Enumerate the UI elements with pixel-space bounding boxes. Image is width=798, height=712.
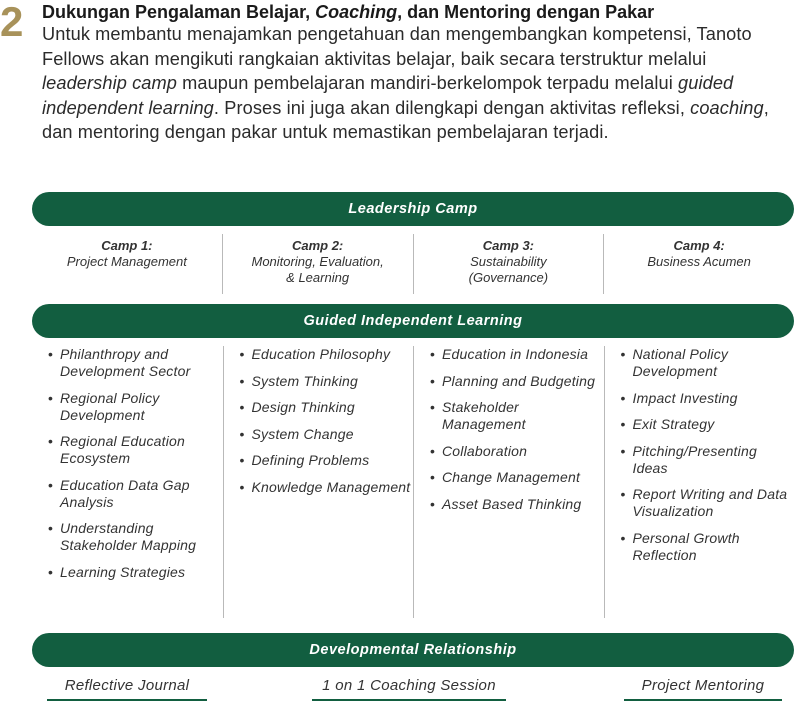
camp-subject-line2: (Governance) bbox=[468, 270, 549, 285]
list-item: • System Change bbox=[240, 426, 414, 443]
paragraph-text-2: maupun pembelajaran mandiri-berkelompok terpadu melalui bbox=[176, 73, 679, 93]
guided-learning-bar: Guided Independent Learning bbox=[32, 304, 794, 338]
camp-subject: Business Acumen bbox=[647, 254, 751, 269]
camp-subject: Project Management bbox=[66, 254, 187, 269]
camp-3 bbox=[413, 234, 604, 294]
paragraph-text-3: . Proses ini juga akan dilengkapi dengan aktivitas refleksi, bbox=[213, 97, 691, 118]
project-mentoring: Project Mentoring bbox=[624, 673, 782, 701]
list-item: • System Thinking bbox=[240, 373, 414, 390]
reflective-journal: Reflective Journal bbox=[47, 673, 207, 701]
paragraph-text-4: , dan mentoring dengan pakar untuk memastikan pembelajaran terjadi. bbox=[42, 97, 769, 142]
camp-subject: Sustainability bbox=[470, 254, 547, 269]
learning-column-4 bbox=[604, 346, 795, 618]
camp-title: Camp 3: bbox=[482, 238, 535, 253]
list-item: • Exit Strategy bbox=[621, 416, 795, 433]
list-item: • Pitching/Presenting Ideas bbox=[621, 443, 795, 477]
list-item: • Personal Growth Reflection bbox=[621, 530, 795, 564]
developmental-items bbox=[32, 673, 794, 707]
list-item: • Regional Policy Development bbox=[48, 390, 223, 424]
camp-1 bbox=[32, 234, 222, 294]
paragraph-emphasis-1: leadership camp bbox=[42, 73, 177, 93]
learning-column-3 bbox=[413, 346, 604, 618]
heading-text-1: Dukungan Pengalaman Belajar, bbox=[42, 2, 316, 22]
list-item: • Change Management bbox=[430, 469, 604, 486]
developmental-relationship-bar: Developmental Relationship bbox=[32, 633, 794, 667]
camp-subject-line2: & Learning bbox=[286, 270, 350, 285]
paragraph-emphasis-3: coaching bbox=[690, 97, 764, 118]
list-item: • Knowledge Management bbox=[240, 479, 414, 496]
heading-emphasis: Coaching bbox=[315, 2, 398, 22]
section-heading bbox=[42, 2, 794, 22]
list-item: • Impact Investing bbox=[621, 390, 795, 407]
list-item: • Collaboration bbox=[430, 443, 604, 460]
list-item: • National Policy Development bbox=[621, 346, 795, 380]
section-number: 2 bbox=[0, 0, 24, 45]
list-item: • Stakeholder Management bbox=[430, 399, 604, 433]
list-item: • Regional Education Ecosystem bbox=[48, 433, 223, 467]
intro-paragraph bbox=[42, 22, 794, 145]
list-item: • Learning Strategies bbox=[48, 564, 223, 581]
list-item: • Design Thinking bbox=[240, 399, 414, 416]
heading-text-2: , dan Mentoring dengan Pakar bbox=[397, 2, 655, 22]
list-item: • Asset Based Thinking bbox=[430, 496, 604, 513]
paragraph-text-1: Untuk membantu menajamkan pengetahuan dan mengembangkan kompetensi, Tanoto Fellows akan mengikuti rangkaian aktivitas belajar, baik secara terstruktur melalui bbox=[42, 24, 752, 69]
intro-block bbox=[42, 2, 794, 145]
leadership-camp-bar: Leadership Camp bbox=[32, 192, 794, 226]
guided-learning-grid bbox=[32, 346, 794, 618]
list-item: • Defining Problems bbox=[240, 452, 414, 469]
learning-column-1 bbox=[32, 346, 223, 618]
paragraph-emphasis-2: guided independent learning bbox=[42, 73, 734, 118]
learning-column-2 bbox=[223, 346, 414, 618]
list-item: • Philanthropy and Development Sector bbox=[48, 346, 223, 380]
camp-title: Camp 4: bbox=[673, 238, 725, 253]
camp-4 bbox=[603, 234, 794, 294]
list-item: • Report Writing and Data Visualization bbox=[621, 486, 795, 520]
camp-2 bbox=[222, 234, 413, 294]
list-item: • Understanding Stakeholder Mapping bbox=[48, 520, 223, 554]
list-item: • Education Philosophy bbox=[240, 346, 414, 363]
camps-row bbox=[32, 234, 794, 294]
camp-title: Camp 1: bbox=[101, 238, 153, 253]
list-item: • Education Data Gap Analysis bbox=[48, 477, 223, 511]
camp-title: Camp 2: bbox=[291, 238, 344, 253]
list-item: • Planning and Budgeting bbox=[430, 373, 604, 390]
list-item: • Education in Indonesia bbox=[430, 346, 604, 363]
coaching-session: 1 on 1 Coaching Session bbox=[312, 673, 506, 701]
camp-subject: Monitoring, Evaluation, bbox=[251, 254, 384, 269]
